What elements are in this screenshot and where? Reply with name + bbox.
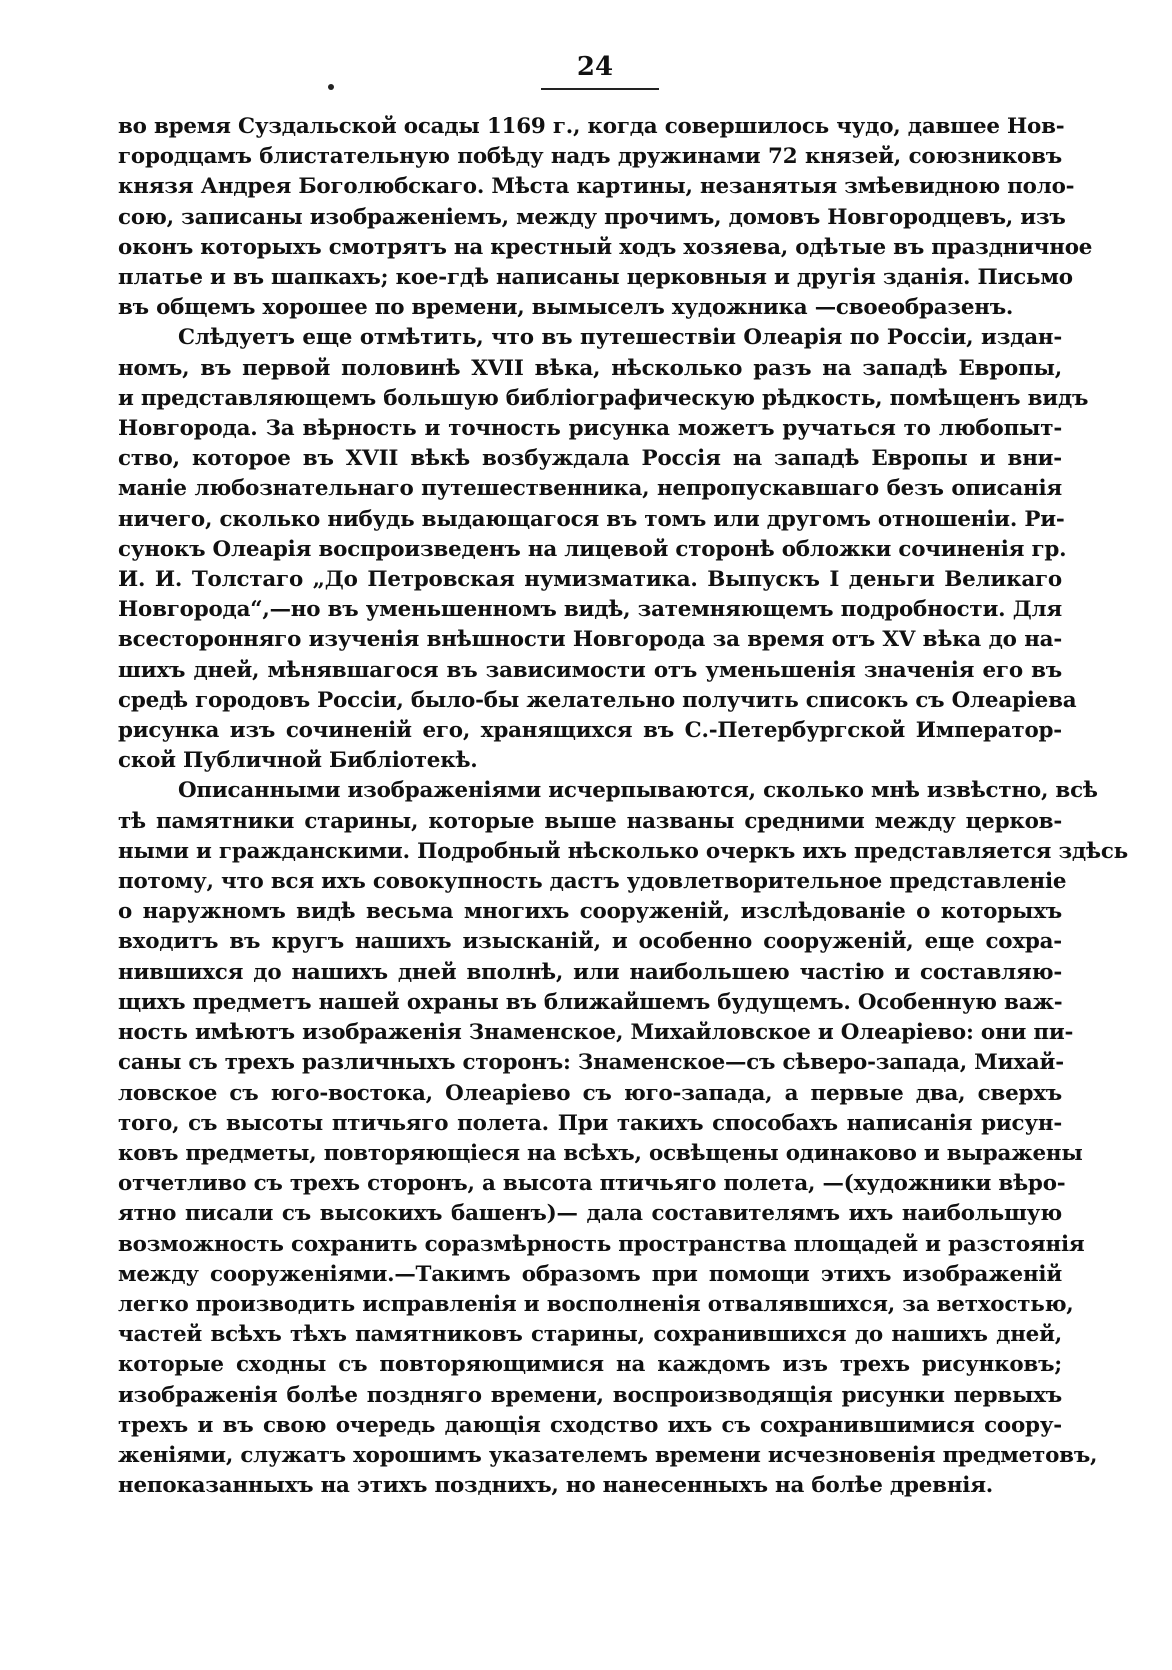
text-line: непоказанныхъ на этихъ позднихъ, но нанесенныхъ на болѣе древнія.	[118, 1473, 994, 1499]
text-line: Новгорода“,—но въ уменьшенномъ видѣ, затемняющемъ подробности. Для	[118, 597, 1062, 623]
text-line: Описанными изображеніями исчерпываются, сколько мнѣ извѣстно, всѣ	[178, 778, 1098, 804]
text-line: маніе любознательнаго путешественника, непропускавшаго безъ описанія	[118, 476, 1062, 502]
text-line: оконъ которыхъ смотрятъ на крестный ходъ хозяева, одѣтые въ праздничное	[118, 234, 1093, 260]
page-number: 24	[576, 52, 614, 82]
text-line: возможность сохранить соразмѣрность пространства площадей и разстоянія	[118, 1231, 1085, 1257]
text-line: сою, записаны изображеніемъ, между прочимъ, домовъ Новгородцевъ, изъ	[118, 204, 1066, 230]
text-line: ской Публичной Библіотекѣ.	[118, 748, 478, 774]
text-line: въ общемъ хорошее по времени, вымыселъ художника —своеобразенъ.	[118, 295, 1014, 321]
text-line: того, съ высоты птичьяго полета. При такихъ способахъ написанія рисун-	[118, 1110, 1062, 1136]
text-line: щихъ предметъ нашей охраны въ ближайшемъ будущемъ. Особенную важ-	[118, 989, 1063, 1015]
body-text	[118, 112, 1128, 1501]
text-line: трехъ и въ свою очередь дающія сходство ихъ съ сохранившимися соору-	[118, 1412, 1062, 1438]
text-line: и представляющемъ большую библіографическую рѣдкость, помѣщенъ видъ	[118, 385, 1089, 411]
text-line: саны съ трехъ различныхъ сторонъ: Знаменское—съ сѣверо-запада, Михай-	[118, 1050, 1064, 1076]
text-line: во время Суздальской осады 1169 г., когда совершилось чудо, давшее Нов-	[118, 114, 1065, 139]
text-line: легко производить исправленія и восполненія отвалявшихся, за ветхостью,	[118, 1291, 1074, 1317]
text-line: всесторонняго изученія внѣшности Новгорода за время отъ XV вѣка до на-	[118, 627, 1062, 653]
text-line: частей всѣхъ тѣхъ памятниковъ старины, сохранившихся до нашихъ дней,	[118, 1322, 1062, 1348]
text-line: рисунка изъ сочиненій его, хранящихся въ С.-Петербургской Император-	[118, 718, 1062, 744]
text-line: князя Андрея Боголюбскаго. Мѣста картины, незанятыя змѣевидною поло-	[118, 174, 1075, 200]
text-line: ловское съ юго-востока, Олеаріево съ юго-запада, а первые два, сверхъ	[118, 1080, 1062, 1106]
text-line: ятно писали съ высокихъ башенъ)— дала составителямъ ихъ наибольшую	[118, 1201, 1062, 1227]
text-line: между сооруженіями.—Такимъ образомъ при помощи этихъ изображеній	[118, 1261, 1062, 1287]
text-line: городцамъ блистательную побѣду надъ дружинами 72 князей, союзниковъ	[118, 144, 1062, 170]
header-rule	[541, 88, 659, 90]
text-line: нившихся до нашихъ дней вполнѣ, или наибольшею частію и составляю-	[118, 959, 1062, 985]
ink-speck	[328, 84, 334, 90]
text-line: шихъ дней, мѣнявшагося въ зависимости отъ уменьшенія значенія его въ	[118, 657, 1062, 683]
text-line: ными и гражданскими. Подробный нѣсколько очеркъ ихъ представляется здѣсь	[118, 838, 1128, 864]
text-line: о наружномъ видѣ весьма многихъ сооруженій, изслѣдованіе о которыхъ	[118, 899, 1062, 925]
text-line: сунокъ Олеарія воспроизведенъ на лицевой сторонѣ обложки сочиненія гр.	[118, 536, 1067, 562]
text-line: И. И. Толстаго „До Петровская нумизматика. Выпускъ I деньги Великаго	[118, 567, 1062, 593]
text-line: которые сходны съ повторяющимися на каждомъ изъ трехъ рисунковъ;	[118, 1352, 1062, 1378]
text-line: женіями, служатъ хорошимъ указателемъ времени исчезновенія предметовъ,	[118, 1442, 1098, 1468]
text-line: средѣ городовъ Россіи, было-бы желательно получить списокъ съ Олеаріева	[118, 687, 1077, 713]
text-line: Новгорода. За вѣрность и точность рисунка можетъ ручаться то любопыт-	[118, 416, 1062, 442]
text-line: входитъ въ кругъ нашихъ изысканій, и особенно сооруженій, еще сохра-	[118, 929, 1062, 955]
book-page	[118, 52, 1128, 1501]
text-line: отчетливо съ трехъ сторонъ, а высота птичьяго полета, —(художники вѣро-	[118, 1171, 1066, 1197]
text-line: платье и въ шапкахъ; кое-гдѣ написаны церковныя и другія зданія. Письмо	[118, 265, 1073, 291]
text-line: изображенія болѣе поздняго времени, воспроизводящія рисунки первыхъ	[118, 1382, 1062, 1408]
text-line: ничего, сколько нибудь выдающагося въ томъ или другомъ отношеніи. Ри-	[118, 506, 1065, 532]
text-line: номъ, въ первой половинѣ XVII вѣка, нѣсколько разъ на западѣ Европы,	[118, 355, 1062, 381]
text-line: потому, что вся ихъ совокупность дастъ удовлетворительное представленіе	[118, 869, 1067, 895]
text-line: ковъ предметы, повторяющіеся на всѣхъ, освѣщены одинаково и выражены	[118, 1140, 1083, 1166]
text-line: тѣ памятники старины, которые выше названы средними между церков-	[118, 808, 1062, 834]
text-line: Слѣдуетъ еще отмѣтить, что въ путешествіи Олеарія по Россіи, издан-	[178, 325, 1062, 351]
text-line: ство, которое въ XVII вѣкѣ возбуждала Россія на западѣ Европы и вни-	[118, 446, 1062, 472]
text-line: ность имѣютъ изображенія Знаменское, Михайловское и Олеаріево: они пи-	[118, 1020, 1074, 1046]
